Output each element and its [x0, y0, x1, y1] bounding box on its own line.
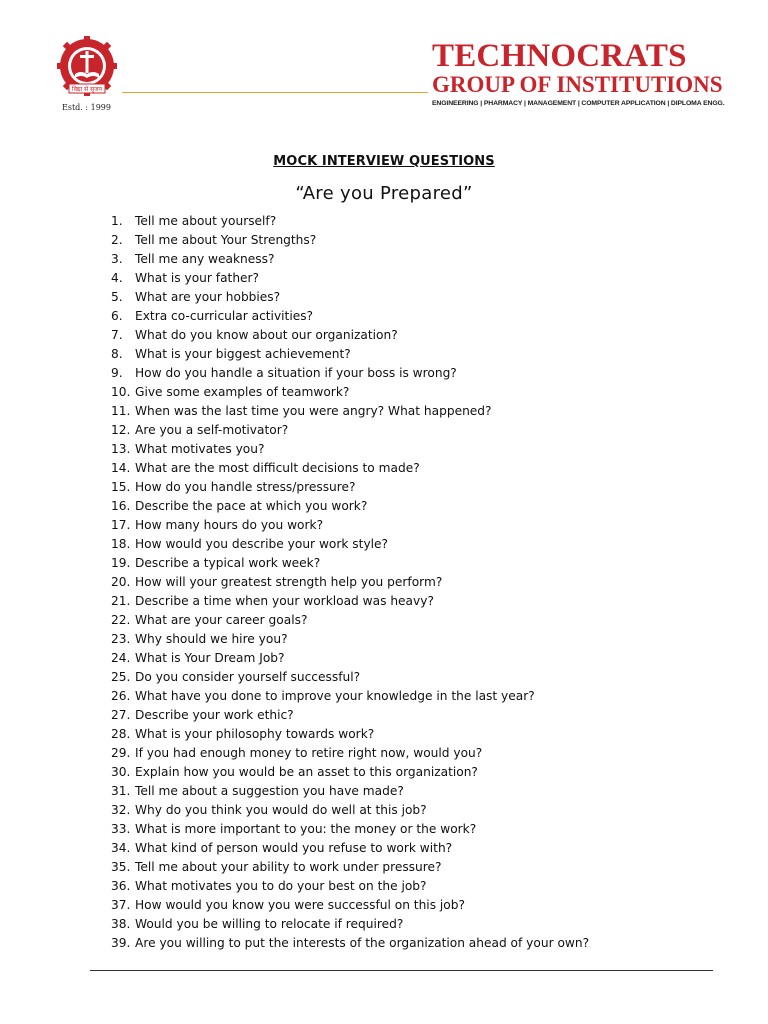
question-number: 22.: [111, 613, 131, 627]
question-text: When was the last time you were angry? What happened?: [135, 404, 492, 418]
question-number: 19.: [111, 556, 131, 570]
question-text: Would you be willing to relocate if required?: [135, 917, 404, 931]
brand-block: [432, 38, 725, 109]
question-text: What motivates you to do your best on the job?: [135, 879, 427, 893]
question-item: [111, 877, 589, 896]
question-number: 25.: [111, 670, 131, 684]
question-number: 2.: [111, 233, 123, 247]
question-number: 4.: [111, 271, 123, 285]
question-number: 8.: [111, 347, 123, 361]
question-item: [111, 915, 589, 934]
question-text: Describe a time when your workload was heavy?: [135, 594, 434, 608]
question-text: Tell me about Your Strengths?: [135, 233, 317, 247]
question-number: 29.: [111, 746, 131, 760]
brand-group-name: GROUP OF INSTITUTIONS: [432, 72, 723, 97]
question-text: What kind of person would you refuse to work with?: [135, 841, 453, 855]
footer-rule: [90, 970, 713, 971]
question-text: What are the most difficult decisions to made?: [135, 461, 420, 475]
question-number: 10.: [111, 385, 131, 399]
question-item: [111, 592, 589, 611]
question-item: [111, 687, 589, 706]
question-text: How will your greatest strength help you perform?: [135, 575, 443, 589]
question-text: What is your philosophy towards work?: [135, 727, 375, 741]
question-number: 30.: [111, 765, 131, 779]
question-item: [111, 744, 589, 763]
question-text: Explain how you would be an asset to this organization?: [135, 765, 478, 779]
question-number: 38.: [111, 917, 131, 931]
question-number: 6.: [111, 309, 123, 323]
question-item: [111, 307, 589, 326]
question-number: 35.: [111, 860, 131, 874]
question-item: [111, 497, 589, 516]
question-text: Are you willing to put the interests of the organization ahead of your own?: [135, 936, 590, 950]
letterhead: [0, 0, 768, 130]
question-item: [111, 440, 589, 459]
question-item: [111, 611, 589, 630]
question-text: Tell me about your ability to work under pressure?: [135, 860, 442, 874]
question-text: Describe the pace at which you work?: [135, 499, 368, 513]
question-item: [111, 364, 589, 383]
question-number: 23.: [111, 632, 131, 646]
question-item: [111, 554, 589, 573]
question-text: What motivates you?: [135, 442, 265, 456]
question-item: [111, 478, 589, 497]
established-year: Estd. : 1999: [62, 103, 111, 112]
institution-emblem-logo: [55, 36, 119, 100]
question-item: [111, 345, 589, 364]
question-item: [111, 896, 589, 915]
question-text: How do you handle a situation if your boss is wrong?: [135, 366, 457, 380]
question-item: [111, 839, 589, 858]
document-title: MOCK INTERVIEW QUESTIONS: [273, 154, 495, 169]
question-number: 1.: [111, 214, 123, 228]
question-text: Tell me about a suggestion you have made?: [135, 784, 404, 798]
question-number: 15.: [111, 480, 131, 494]
question-item: [111, 630, 589, 649]
brand-tagline: ENGINEERING | PHARMACY | MANAGEMENT | COMPUTER APPLICATION | DIPLOMA ENGG.: [432, 100, 725, 107]
question-item: [111, 326, 589, 345]
question-text: Describe your work ethic?: [135, 708, 294, 722]
question-text: Do you consider yourself successful?: [135, 670, 361, 684]
question-item: [111, 573, 589, 592]
svg-text:विद्या से सृजन: विद्या से सृजन: [72, 86, 102, 93]
question-item: [111, 668, 589, 687]
question-text: What do you know about our organization?: [135, 328, 398, 342]
question-text: What is your father?: [135, 271, 260, 285]
question-item: [111, 383, 589, 402]
header-rule: [122, 92, 428, 93]
question-text: If you had enough money to retire right now, would you?: [135, 746, 483, 760]
question-text: What is your biggest achievement?: [135, 347, 351, 361]
question-item: [111, 288, 589, 307]
question-number: 27.: [111, 708, 131, 722]
question-text: What are your career goals?: [135, 613, 308, 627]
question-text: Tell me any weakness?: [135, 252, 275, 266]
question-number: 7.: [111, 328, 123, 342]
question-item: [111, 934, 589, 953]
question-item: [111, 725, 589, 744]
question-item: [111, 801, 589, 820]
question-item: [111, 535, 589, 554]
question-text: How many hours do you work?: [135, 518, 324, 532]
question-text: Tell me about yourself?: [135, 214, 277, 228]
question-number: 18.: [111, 537, 131, 551]
document-subtitle: “Are you Prepared”: [295, 183, 473, 204]
question-number: 3.: [111, 252, 123, 266]
question-number: 39.: [111, 936, 131, 950]
question-text: What is Your Dream Job?: [135, 651, 285, 665]
question-item: [111, 782, 589, 801]
question-item: [111, 231, 589, 250]
question-item: [111, 858, 589, 877]
question-number: 28.: [111, 727, 131, 741]
question-text: How do you handle stress/pressure?: [135, 480, 356, 494]
question-text: Are you a self-motivator?: [135, 423, 289, 437]
question-text: What are your hobbies?: [135, 290, 281, 304]
question-text: Extra co-curricular activities?: [135, 309, 314, 323]
question-list: [111, 212, 589, 953]
question-text: How would you describe your work style?: [135, 537, 389, 551]
question-number: 36.: [111, 879, 131, 893]
question-text: Why do you think you would do well at this job?: [135, 803, 427, 817]
question-number: 20.: [111, 575, 131, 589]
question-number: 32.: [111, 803, 131, 817]
question-number: 24.: [111, 651, 131, 665]
question-item: [111, 421, 589, 440]
question-number: 33.: [111, 822, 131, 836]
question-number: 31.: [111, 784, 131, 798]
question-text: Describe a typical work week?: [135, 556, 321, 570]
question-item: [111, 649, 589, 668]
question-item: [111, 402, 589, 421]
question-text: What is more important to you: the money or the work?: [135, 822, 477, 836]
question-number: 26.: [111, 689, 131, 703]
brand-name: TECHNOCRATS: [432, 38, 687, 74]
question-number: 13.: [111, 442, 131, 456]
question-text: Why should we hire you?: [135, 632, 288, 646]
question-text: What have you done to improve your knowledge in the last year?: [135, 689, 535, 703]
question-text: Give some examples of teamwork?: [135, 385, 350, 399]
question-number: 17.: [111, 518, 131, 532]
question-item: [111, 706, 589, 725]
question-number: 16.: [111, 499, 131, 513]
question-item: [111, 269, 589, 288]
question-text: How would you know you were successful on this job?: [135, 898, 465, 912]
question-item: [111, 459, 589, 478]
question-number: 9.: [111, 366, 123, 380]
question-number: 37.: [111, 898, 131, 912]
question-item: [111, 763, 589, 782]
question-item: [111, 820, 589, 839]
question-number: 11.: [111, 404, 131, 418]
question-number: 14.: [111, 461, 131, 475]
question-number: 21.: [111, 594, 131, 608]
question-number: 5.: [111, 290, 123, 304]
question-item: [111, 516, 589, 535]
question-item: [111, 250, 589, 269]
question-number: 34.: [111, 841, 131, 855]
question-item: [111, 212, 589, 231]
question-number: 12.: [111, 423, 131, 437]
